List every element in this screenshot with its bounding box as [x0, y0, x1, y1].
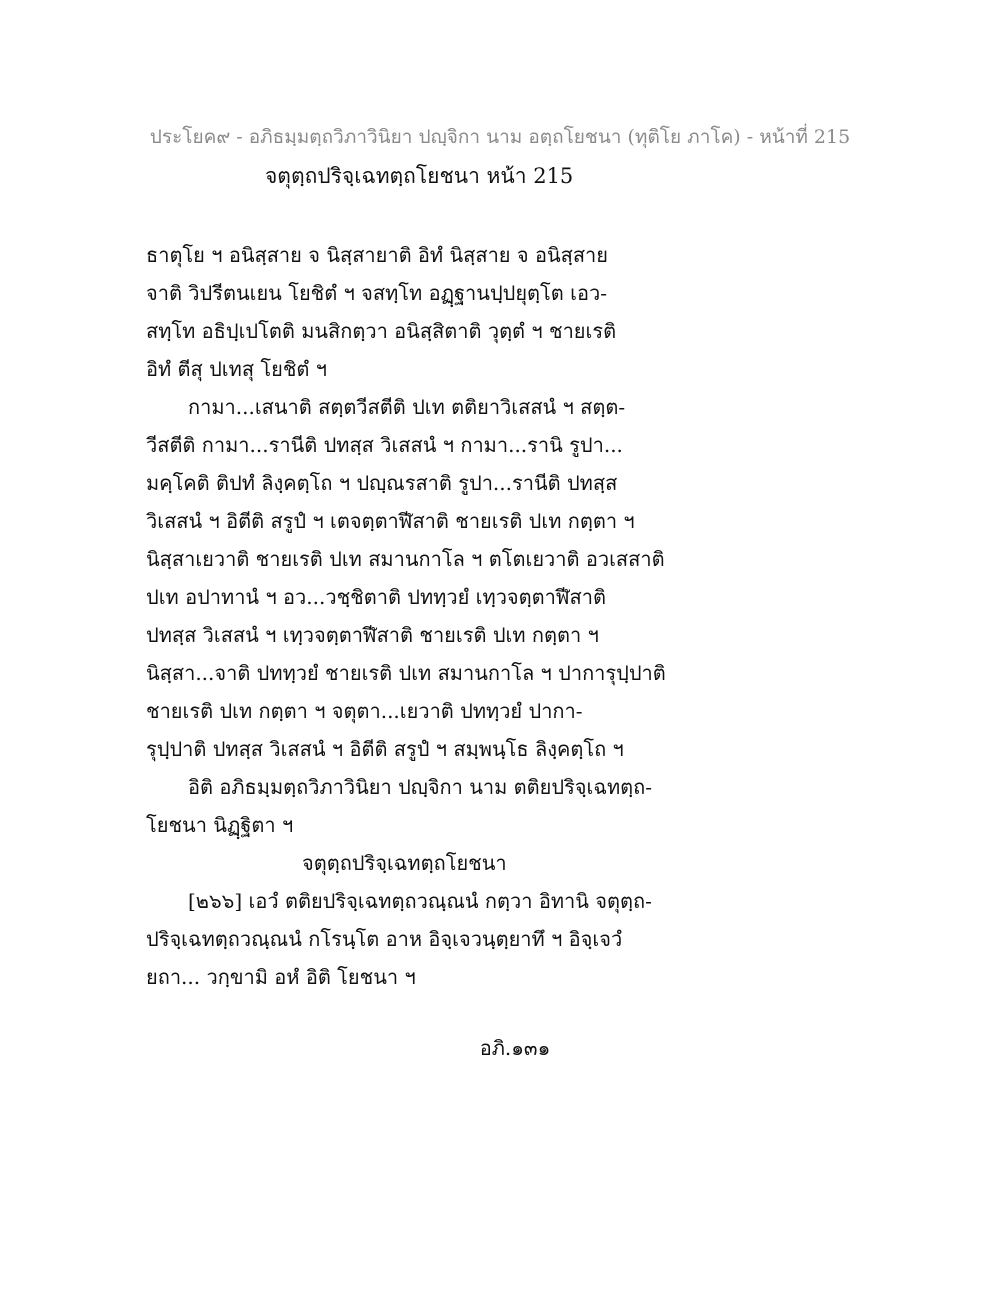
text-line: กามา...เสนาติ สตฺตวีสตีติ ปเท ตติยาวิเสสนํ ฯ สตฺต-	[188, 395, 626, 419]
text-line: สทฺโท อธิปฺเปโตติ มนสิกตฺวา อนิสฺสิตาติ วุตฺตํ ฯ ชายเรติ	[146, 319, 617, 343]
text-line: นิสฺสาเยวาติ ชายเรติ ปเท สมานกาโล ฯ ตโตเยวาติ อวเสสาติ	[146, 547, 665, 571]
footer-mark: อภิ.๑๓๑	[479, 1036, 551, 1060]
text-line: จาติ วิปรีตนเยน โยชิตํ ฯ จสทฺโท อฏฺฐานปฺปยุตฺโต เอว-	[146, 281, 607, 305]
text-line: วีสตีติ กามา...รานีติ ปทสฺส วิเสสนํ ฯ กามา...รานิ รูปา...	[146, 433, 623, 457]
text-line: ยถา... วกฺขามิ อหํ อิติ โยชนา ฯ	[146, 965, 416, 989]
text-line: ชายเรติ ปเท กตฺตา ฯ จตุตา...เยวาติ ปททฺวยํ ปากา-	[146, 699, 583, 723]
page-heading: จตุตฺถปริจฺเฉทตฺถโยชนา หน้า 215	[265, 164, 574, 188]
text-line: อิทํ ตีสุ ปเทสุ โยชิตํ ฯ	[146, 357, 327, 381]
text-line: วิเสสนํ ฯ อิตีติ สรูปํ ฯ เตจตฺตาฬีสาติ ชายเรติ ปเท กตฺตา ฯ	[146, 509, 635, 533]
text-line: ปทสฺส วิเสสนํ ฯ เทฺวจตฺตาฬีสาติ ชายเรติ ปเท กตฺตา ฯ	[146, 623, 599, 647]
text-line: โยชนา นิฏฺฐิตา ฯ	[146, 813, 294, 837]
section-heading: จตุตฺถปริจฺเฉทตฺถโยชนา	[302, 851, 507, 875]
text-line: ธาตุโย ฯ อนิสฺสาย จ นิสฺสายาติ อิทํ นิสฺสาย จ อนิสฺสาย	[146, 243, 608, 267]
text-line: ปริจฺเฉทตฺถวณฺณนํ กโรนฺโต อาห อิจฺเจวนฺตฺยาทึ ฯ อิจฺเจวํ	[146, 927, 623, 951]
body-text	[146, 236, 706, 996]
text-line: อิติ อภิธมฺมตฺถวิภาวินิยา ปญฺจิกา นาม ตติยปริจฺเฉทตฺถ-	[188, 775, 653, 799]
text-line: [๒๖๖] เอวํ ตติยปริจฺเฉทตฺถวณฺณนํ กตฺวา อิทานิ จตุตฺถ-	[188, 889, 652, 913]
text-line: มคฺโคติ ติปทํ ลิงฺคตฺโถ ฯ ปญฺณรสาติ รูปา...รานีติ ปทสฺส	[146, 471, 618, 495]
text-line: ปเท อปาทานํ ฯ อว...วชฺชิตาติ ปททฺวยํ เทฺวจตฺตาฬีสาติ	[146, 585, 606, 609]
text-line: รุปฺปาติ ปทสฺส วิเสสนํ ฯ อิตีติ สรูปํ ฯ สมฺพนฺโธ ลิงฺคตฺโถ ฯ	[146, 737, 624, 761]
text-line: นิสฺสา...จาติ ปททฺวยํ ชายเรติ ปเท สมานกาโล ฯ ปาการุปฺปาติ	[146, 661, 666, 685]
running-header: ประโยค๙ - อภิธมฺมตฺถวิภาวินิยา ปญฺจิกา นาม อตฺถโยชนา (ทุติโย ภาโค) - หน้าที่ 215	[149, 126, 851, 148]
